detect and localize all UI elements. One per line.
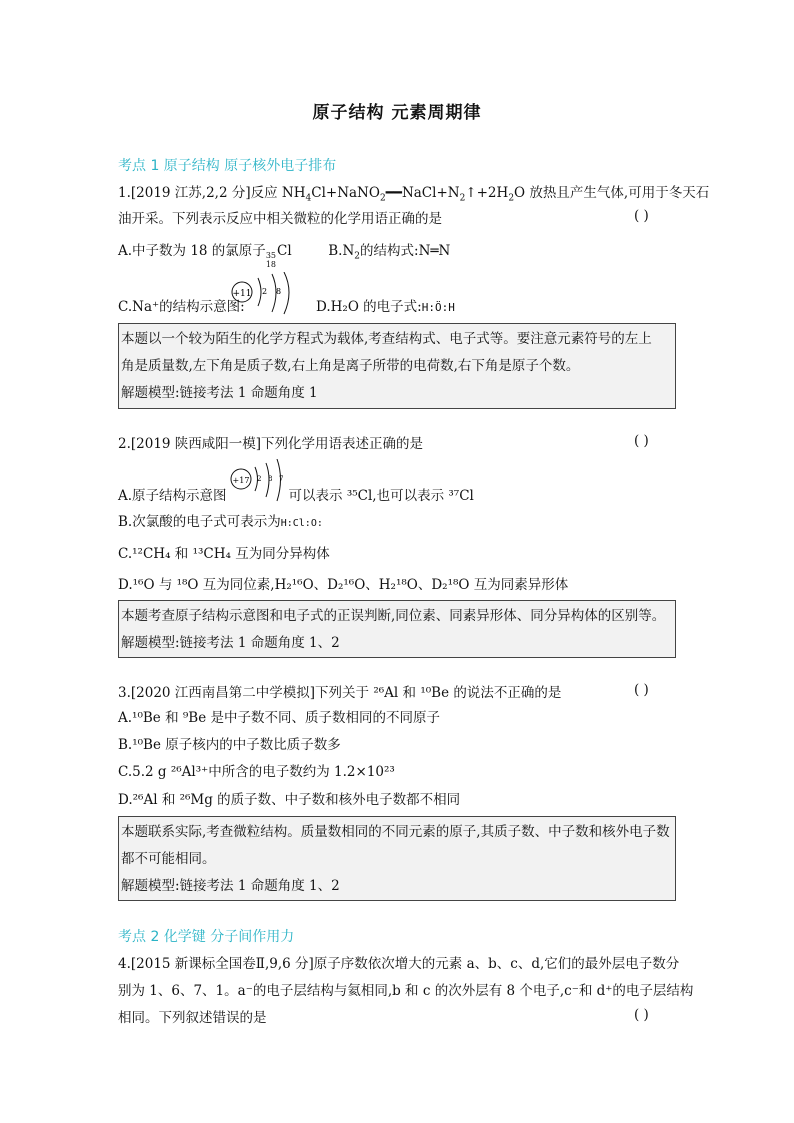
na-shell-2: 8: [276, 287, 282, 296]
cl-shell-1: 2: [257, 475, 262, 483]
cl-nuclide: 35 18: [265, 251, 276, 269]
answer-bracket-q3[interactable]: ( ): [634, 682, 649, 698]
q3-analysis-box: [118, 816, 676, 901]
q2-stem: 2.[2019 陕西咸阳一模]下列化学用语表述正确的是: [118, 436, 424, 452]
q4-stem-line3: 相同。下列叙述错误的是: [118, 1010, 267, 1026]
cl-shell-3: 7: [279, 475, 284, 483]
q1-analysis-line: 本题以一个较为陌生的化学方程式为载体,考查结构式、电子式等。要注意元素符号的左上: [121, 331, 652, 347]
q3-option-c: C.5.2 g ²⁶Al³⁺中所含的电子数约为 1.2×10²³: [118, 764, 395, 780]
q1-option-c: C.Na⁺的结构示意图:: [118, 299, 245, 315]
q3-option-a: A.¹⁰Be 和 ⁹Be 是中子数不同、质子数相同的不同原子: [118, 710, 440, 726]
cl-shell-2: 8: [268, 475, 273, 483]
q3-option-b: B.¹⁰Be 原子核内的中子数比质子数多: [118, 737, 341, 753]
na-shell-1: 2: [262, 287, 268, 296]
q1-analysis-box: [118, 323, 676, 409]
q1-option-b: $B.N_2$的结构式:N═N: [328, 243, 451, 262]
q2-option-c: C.¹²CH₄ 和 ¹³CH₄ 互为同分异构体: [118, 546, 330, 562]
answer-bracket-q1[interactable]: ( ): [634, 208, 649, 224]
na-ion-structure-diagram: [228, 272, 300, 316]
q1-option-d: D.H₂O 的电子式:H:Ö:H: [316, 299, 455, 315]
answer-bracket-q4[interactable]: ( ): [634, 1007, 649, 1023]
q1-option-a: A.中子数为 18 的氯原子 35 18 Cl: [118, 243, 292, 269]
q2-analysis-box: [118, 600, 676, 658]
answer-bracket-q2[interactable]: ( ): [634, 433, 649, 449]
q1-options-ab: [118, 240, 678, 269]
hclo-electron-formula: H:Cl:O:: [280, 518, 323, 529]
q2-analysis-line: 本题考查原子结构示意图和电子式的正误判断,同位素、同素异形体、同分异构体的区别等。: [121, 608, 666, 624]
na-nucleus-label: +11: [232, 289, 252, 299]
section-heading-1: 考点 1 原子结构 原子核外电子排布: [118, 158, 337, 174]
q2-option-a: A.原子结构示意图 可以表示 ³⁵Cl,也可以表示 ³⁷Cl: [118, 488, 474, 504]
q3-option-d: D.²⁶Al 和 ²⁶Mg 的质子数、中子数和核外电子数都不相同: [118, 792, 461, 808]
q4-stem-line2: 别为 1、6、7、1。a⁻的电子层结构与氦相同,b 和 c 的次外层有 8 个电子,c⁻和 d⁺的电子层结构: [118, 983, 694, 999]
q1-stem-line1: 1.[2019 江苏,2,2 分]反应 $NH_4Cl+NaNO_2━━NaCl+N_2↑+2H_2O$ 放热且产生气体,可用于冬天石: [118, 185, 710, 204]
page-title: 原子结构 元素周期律: [312, 103, 482, 123]
q1-stem-line2: 油开采。下列表示反应中相关微粒的化学用语正确的是: [118, 211, 442, 227]
q3-stem: 3.[2020 江西南昌第二中学模拟]下列关于 ²⁶Al 和 ¹⁰Be 的说法不正确的是: [118, 685, 562, 701]
section-heading-2: 考点 2 化学键 分子间作用力: [118, 929, 295, 945]
q2-option-b: B.次氯酸的电子式可表示为H:Cl:O:: [118, 514, 323, 530]
q3-solution-model: 解题模型:链接考法 1 命题角度 1、2: [121, 878, 340, 894]
q3-analysis-line: 都不可能相同。: [121, 851, 216, 867]
q2-option-d: D.¹⁶O 与 ¹⁸O 互为同位素,H₂¹⁶O、D₂¹⁶O、H₂¹⁸O、D₂¹⁸O 互为同素异形体: [118, 577, 569, 593]
cl-atom-structure-diagram: [230, 459, 290, 503]
h2o-electron-formula: H:Ö:H: [421, 301, 455, 314]
q1-analysis-line: 角是质量数,左下角是质子数,右上角是离子所带的电荷数,右下角是原子个数。: [121, 358, 580, 374]
q3-analysis-line: 本题联系实际,考查微粒结构。质量数相同的不同元素的原子,其质子数、中子数和核外电子数: [121, 824, 670, 840]
cl-nucleus-label: +17: [232, 476, 250, 485]
q2-solution-model: 解题模型:链接考法 1 命题角度 1、2: [121, 635, 340, 651]
q4-stem-line1: 4.[2015 新课标全国卷Ⅱ,9,6 分]原子序数依次增大的元素 a、b、c、d,它们的最外层电子数分: [118, 956, 680, 972]
q1-solution-model: 解题模型:链接考法 1 命题角度 1: [121, 385, 318, 401]
